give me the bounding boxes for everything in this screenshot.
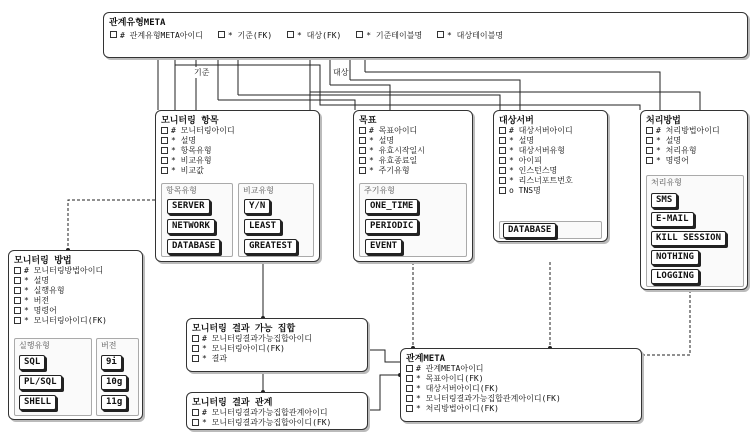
- attribute-target-table-name: * 대상테이블명: [437, 31, 503, 40]
- attribute-row: * 처리유형: [641, 146, 747, 156]
- attribute-relationship-type-id: # 관계유형META아이디: [110, 31, 203, 40]
- enum-chip-greatest: GREATEST: [244, 239, 297, 254]
- enum-chip-10g: 10g: [101, 375, 127, 390]
- attribute-row: * 처리방법아이디(FK): [401, 404, 641, 414]
- attribute-row: * 설명: [494, 136, 607, 146]
- attribute-row: # 모니터링방법아이디: [9, 266, 142, 276]
- entity-monitoring-method[interactable]: [8, 250, 143, 420]
- enum-chip-database: DATABASE: [167, 239, 220, 254]
- entity-title: 모니터링 방법: [14, 256, 72, 266]
- attribute-row: * 대상서버아이디(FK): [401, 384, 641, 394]
- attribute-row: * 유효종료일: [354, 156, 472, 166]
- entity-handling-method[interactable]: [640, 110, 748, 290]
- entity-title: 대상서버: [499, 116, 534, 126]
- attribute-target-fk: * 대상(FK): [287, 31, 341, 40]
- attribute-row: [104, 28, 747, 43]
- entity-title: 관계유형META: [109, 18, 166, 28]
- attribute-row: o TNS명: [494, 186, 607, 196]
- enum-chip-email: E-MAIL: [651, 212, 694, 227]
- enum-chip-kill-session: KILL SESSION: [651, 231, 726, 246]
- attribute-row: * 항목유형: [156, 146, 319, 156]
- enum-chip-event: EVENT: [365, 239, 402, 254]
- attribute-row: # 모니터링결과가능집합아이디: [187, 334, 367, 344]
- attribute-row: * 목표아이디(FK): [401, 374, 641, 384]
- enum-chip-least: LEAST: [244, 219, 281, 234]
- entity-title: 모니터링 항목: [161, 116, 219, 126]
- attribute-row: * 명령어: [9, 306, 142, 316]
- attribute-row: # 관계META아이디: [401, 364, 641, 374]
- group-label: 주기유형: [364, 186, 395, 195]
- enum-chip-network: NETWORK: [167, 219, 215, 234]
- entity-monitoring-result-set[interactable]: [186, 318, 368, 372]
- attribute-row: * 비교유형: [156, 156, 319, 166]
- group-label: 처리유형: [651, 178, 682, 187]
- standard-line-label: 기준: [194, 68, 210, 77]
- enum-chip-nothing: NOTHING: [651, 250, 699, 265]
- attribute-row: * 모니터링결과가능집합아이디(FK): [187, 418, 367, 428]
- attribute-row: * 비교값: [156, 166, 319, 176]
- attribute-row: * 설명: [156, 136, 319, 146]
- attribute-row: * 주기유형: [354, 166, 472, 176]
- attribute-row: * 인스턴스명: [494, 166, 607, 176]
- enum-chip-sql: SQL: [19, 355, 45, 370]
- attribute-row: * 모니터링아이디(FK): [187, 344, 367, 354]
- attribute-row: * 설명: [9, 276, 142, 286]
- entity-monitoring-result-relation[interactable]: [186, 392, 368, 430]
- group-label: 실행유형: [19, 341, 50, 350]
- attribute-row: # 처리방법아이디: [641, 126, 747, 136]
- entity-relationship-meta[interactable]: [400, 348, 642, 422]
- group-label: 항목유형: [166, 186, 197, 195]
- attribute-row: * 유효시작일시: [354, 146, 472, 156]
- attribute-row: * 설명: [641, 136, 747, 146]
- attribute-row: * 버전: [9, 296, 142, 306]
- entity-title: 처리방법: [646, 116, 681, 126]
- enum-chip-database: DATABASE: [503, 223, 556, 238]
- attribute-row: * 실행유형: [9, 286, 142, 296]
- enum-chip-11g: 11g: [101, 395, 127, 410]
- entity-relationship-type-meta[interactable]: [103, 12, 748, 58]
- group-label: 버전: [101, 341, 117, 350]
- enum-chip-shell: SHELL: [19, 395, 56, 410]
- enum-chip-server: SERVER: [167, 199, 210, 214]
- attribute-row: # 모니터링아이디: [156, 126, 319, 136]
- attribute-row: * 모니터링아이디(FK): [9, 316, 142, 326]
- enum-chip-plsql: PL/SQL: [19, 375, 62, 390]
- enum-chip-one-time: ONE_TIME: [365, 199, 418, 214]
- enum-chip-yn: Y/N: [244, 199, 270, 214]
- entity-title: 목표: [359, 116, 377, 126]
- entity-title: 모니터링 결과 관계: [192, 398, 273, 408]
- entity-goal[interactable]: [353, 110, 473, 262]
- attribute-row: # 대상서버아이디: [494, 126, 607, 136]
- attribute-row: * 리스너포트번호: [494, 176, 607, 186]
- group-label: 비교유형: [243, 186, 274, 195]
- attribute-standard-fk: * 기준(FK): [218, 31, 272, 40]
- enum-chip-periodic: PERIODIC: [365, 219, 418, 234]
- attribute-row: * 대상서버유형: [494, 146, 607, 156]
- enum-chip-logging: LOGGING: [651, 269, 699, 284]
- entity-monitoring-item[interactable]: [155, 110, 320, 262]
- entity-title: 모니터링 결과 가능 집합: [192, 324, 296, 334]
- attribute-row: # 목표아이디: [354, 126, 472, 136]
- attribute-standard-table-name: * 기준테이블명: [356, 31, 422, 40]
- attribute-row: * 결과: [187, 354, 367, 364]
- enum-chip-sms: SMS: [651, 193, 677, 208]
- attribute-row: * 모니터링결과가능집합관계아이디(FK): [401, 394, 641, 404]
- attribute-row: * 설명: [354, 136, 472, 146]
- attribute-row: * 아이피: [494, 156, 607, 166]
- target-line-label: 대상: [333, 68, 349, 77]
- entity-title: 관계META: [406, 354, 446, 364]
- attribute-row: # 모니터링결과가능집합관계아이디: [187, 408, 367, 418]
- attribute-row: * 명령어: [641, 156, 747, 166]
- enum-chip-9i: 9i: [101, 355, 122, 370]
- entity-target-server[interactable]: [493, 110, 608, 242]
